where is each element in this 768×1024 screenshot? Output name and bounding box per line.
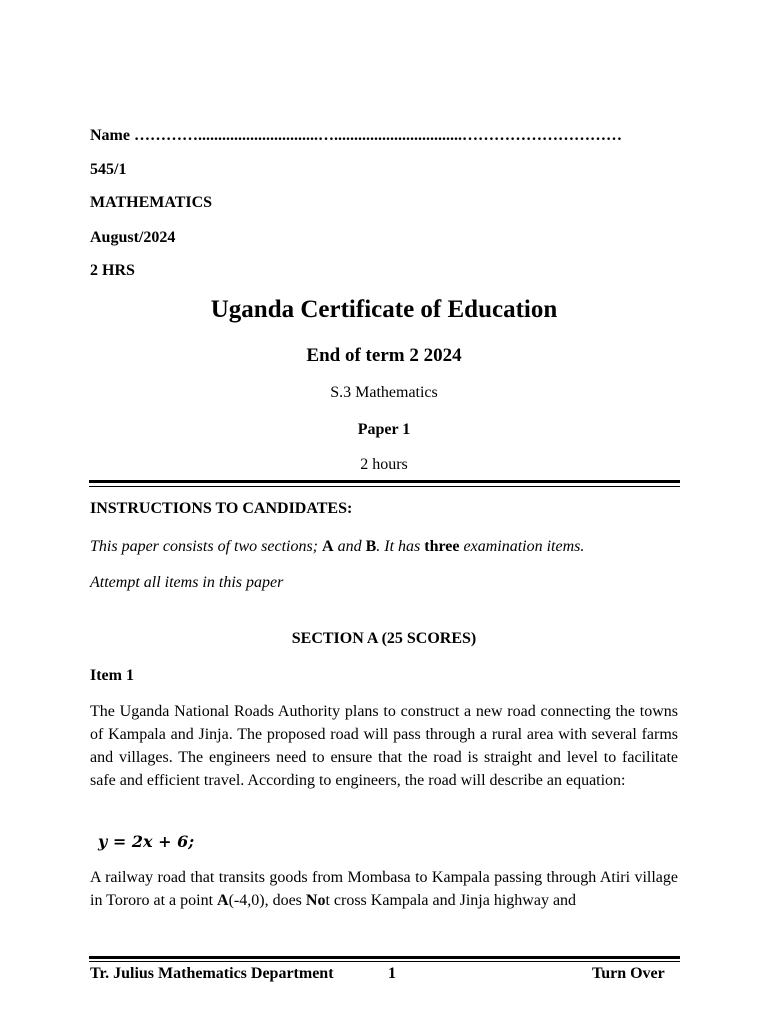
section-heading: SECTION A (25 SCORES) bbox=[291, 630, 477, 647]
footer-rule-thin bbox=[89, 961, 680, 962]
paper-code: 545/1 bbox=[90, 161, 127, 178]
footer-department: Tr. Julius Mathematics Department bbox=[90, 965, 334, 982]
road-equation: y = 2x + 6; bbox=[98, 832, 195, 851]
term-title: End of term 2 2024 bbox=[306, 345, 462, 366]
paper-time: 2 hours bbox=[360, 456, 408, 473]
instructions-line-2: Attempt all items in this paper bbox=[90, 574, 284, 591]
header-rule-thick bbox=[89, 480, 680, 483]
item-1-paragraph: The Uganda National Roads Authority plans to construct a new road connecting the towns of Kampala and Jinja. The proposed road will pass through a rural area with several farms and villages. The engineers need to ensure that the road is straight and level to facilitate safe and efficient travel. According to engineers, the road will describe an equation: bbox=[90, 703, 678, 789]
name-field-label: Name …………..............................…................................………………………… bbox=[90, 127, 622, 144]
instructions-heading: INSTRUCTIONS TO CANDIDATES: bbox=[90, 500, 353, 517]
exam-date: August/2024 bbox=[90, 229, 176, 246]
subject-label: MATHEMATICS bbox=[90, 194, 213, 211]
turn-over-label: Turn Over bbox=[592, 965, 665, 982]
paper-number: Paper 1 bbox=[357, 421, 411, 438]
item-1-railway-paragraph: A railway road that transits goods from Mombasa to Kampala passing through Atiri village in Tororo at a point A(-4,0), does Not cross Kampala and Jinja highway and bbox=[90, 869, 678, 909]
exam-duration: 2 HRS bbox=[90, 262, 135, 279]
main-title: Uganda Certificate of Education bbox=[210, 296, 558, 323]
footer-rule-thick bbox=[89, 956, 680, 959]
class-subject: S.3 Mathematics bbox=[330, 384, 438, 401]
instructions-line-1: This paper consists of two sections; A and B. It has three examination items. bbox=[90, 538, 585, 555]
header-rule-thin bbox=[89, 486, 680, 487]
page-number: 1 bbox=[388, 965, 396, 982]
item-label: Item 1 bbox=[90, 667, 134, 684]
